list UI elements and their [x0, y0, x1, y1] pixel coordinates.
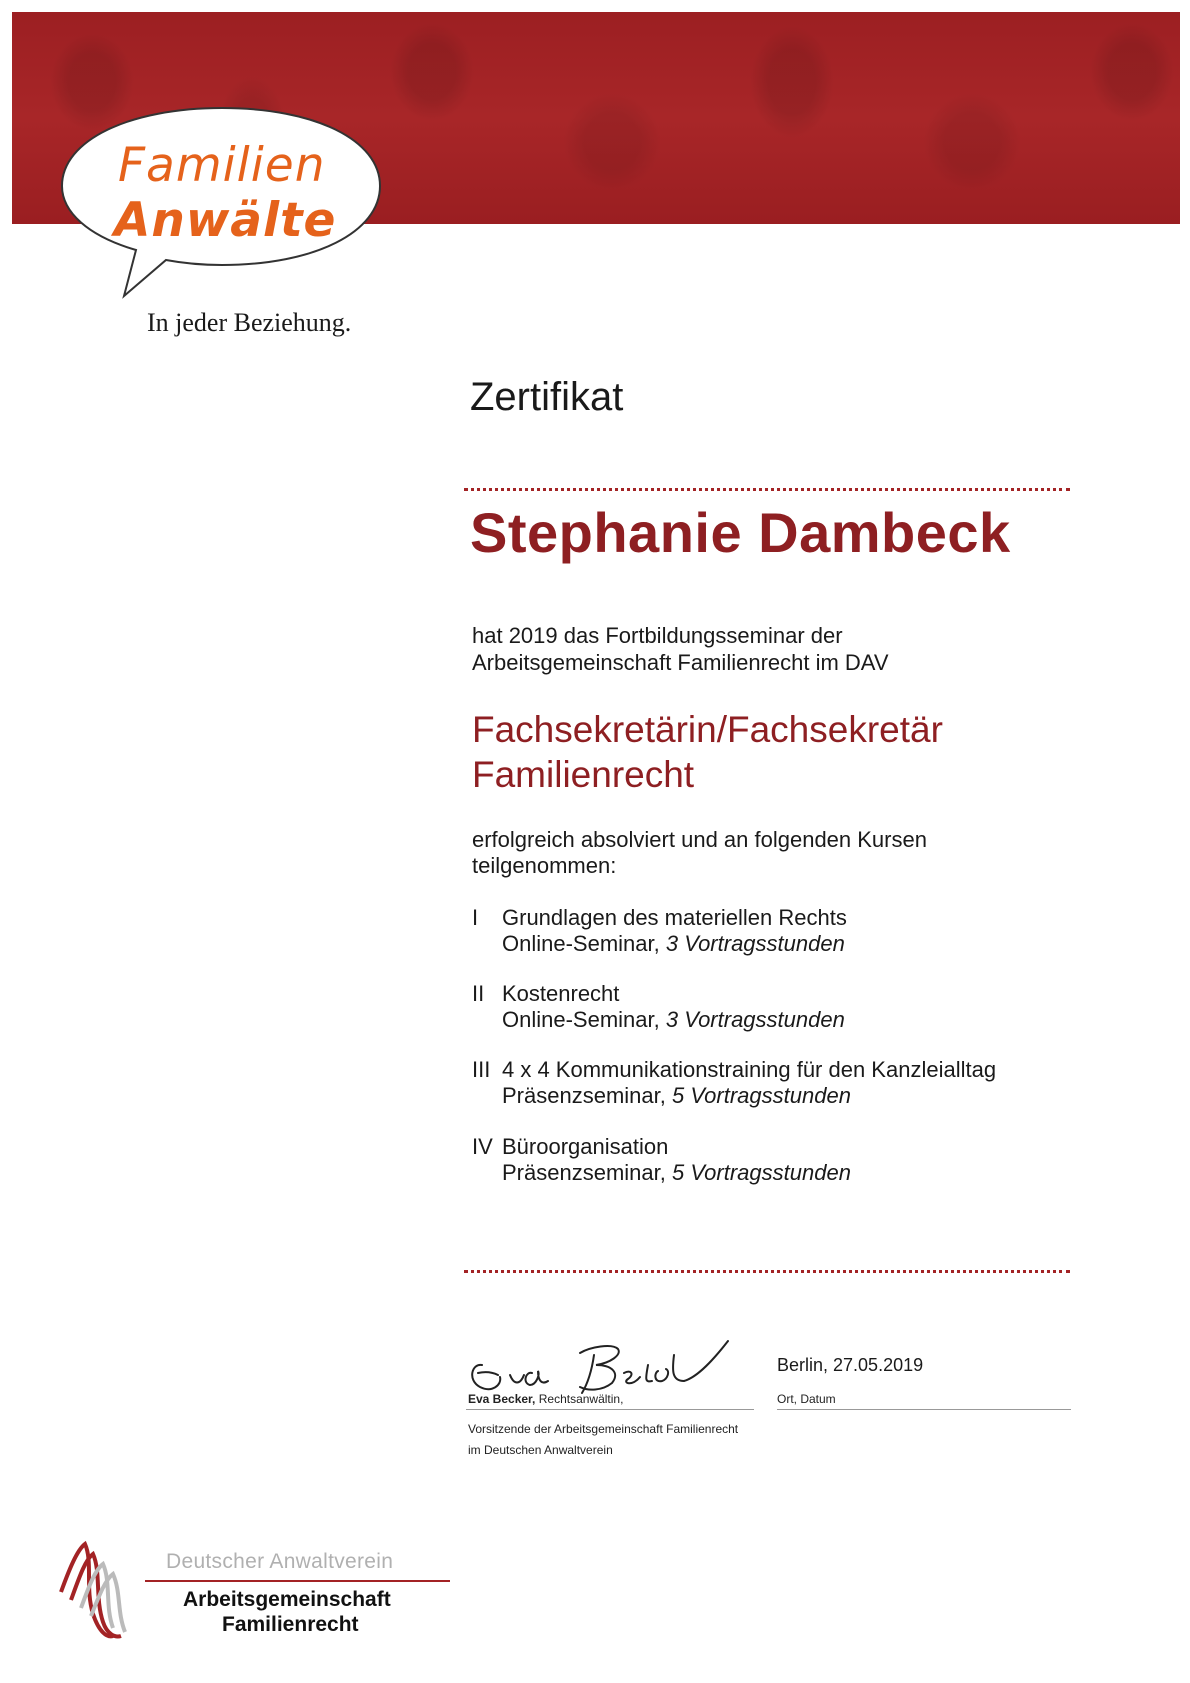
signer-role-line2: im Deutschen Anwaltverein: [468, 1443, 613, 1457]
divider-top: [464, 488, 1070, 491]
dav-org-line1: Arbeitsgemeinschaft: [183, 1588, 391, 1611]
outro-line2: teilgenommen:: [472, 853, 617, 878]
outro-line1: erfolgreich absolviert und an folgenden Kursen: [472, 827, 927, 852]
course-hours: 3 Vortragsstunden: [665, 931, 845, 956]
logo-tagline: In jeder Beziehung.: [147, 308, 352, 337]
signer-role-line1: Vorsitzende der Arbeitsgemeinschaft Familienrecht: [468, 1422, 739, 1436]
course-details: [502, 1006, 845, 1033]
place-date-label: Ort, Datum: [777, 1392, 836, 1406]
course-format: Präsenzseminar,: [502, 1160, 672, 1185]
course-hours: 5 Vortragsstunden: [671, 1083, 851, 1108]
handwritten-signature-icon: [462, 1325, 742, 1400]
course-details: [502, 1082, 851, 1109]
course-number: II: [472, 981, 485, 1006]
course-name: Kostenrecht: [502, 981, 620, 1006]
course-name: 4 x 4 Kommunikationstraining für den Kanzleialltag: [502, 1057, 997, 1082]
course-title-line1: Fachsekretärin/Fachsekretär: [472, 709, 943, 750]
course-number: IV: [472, 1134, 493, 1159]
signer-caption: [468, 1392, 623, 1406]
dav-name: Deutscher Anwaltverein: [166, 1550, 394, 1573]
course-format: Präsenzseminar,: [502, 1083, 672, 1108]
recipient-name: Stephanie Dambeck: [470, 501, 1011, 564]
place-date: Berlin, 27.05.2019: [777, 1355, 924, 1375]
course-title-line2: Familienrecht: [472, 754, 695, 795]
course-hours: 5 Vortragsstunden: [671, 1160, 851, 1185]
signature-line: [466, 1409, 754, 1410]
certificate-title: Zertifikat: [470, 375, 624, 419]
course-details: [502, 1159, 851, 1186]
course-format: Online-Seminar,: [502, 931, 666, 956]
course-number: I: [472, 905, 479, 930]
course-format: Online-Seminar,: [502, 1007, 666, 1032]
course-hours: 3 Vortragsstunden: [665, 1007, 845, 1032]
course-details: [502, 930, 845, 957]
divider-bottom: [464, 1270, 1070, 1273]
dav-rule: [145, 1580, 450, 1582]
intro-line1: hat 2019 das Fortbildungsseminar der: [472, 623, 843, 648]
course-name: Grundlagen des materiellen Rechts: [502, 905, 847, 930]
signer-name: Eva Becker,: [468, 1392, 536, 1406]
logo-line2: Anwälte: [114, 193, 337, 248]
logo-line1: Familien: [118, 138, 326, 193]
dav-wave-logo-icon: [55, 1540, 135, 1640]
place-date-line: [777, 1409, 1071, 1410]
signer-role: Rechtsanwältin,: [535, 1392, 624, 1406]
course-number: III: [472, 1057, 491, 1082]
intro-line2: Arbeitsgemeinschaft Familienrecht im DAV: [472, 650, 889, 675]
dav-org-line2: Familienrecht: [222, 1613, 359, 1636]
course-name: Büroorganisation: [502, 1134, 669, 1159]
